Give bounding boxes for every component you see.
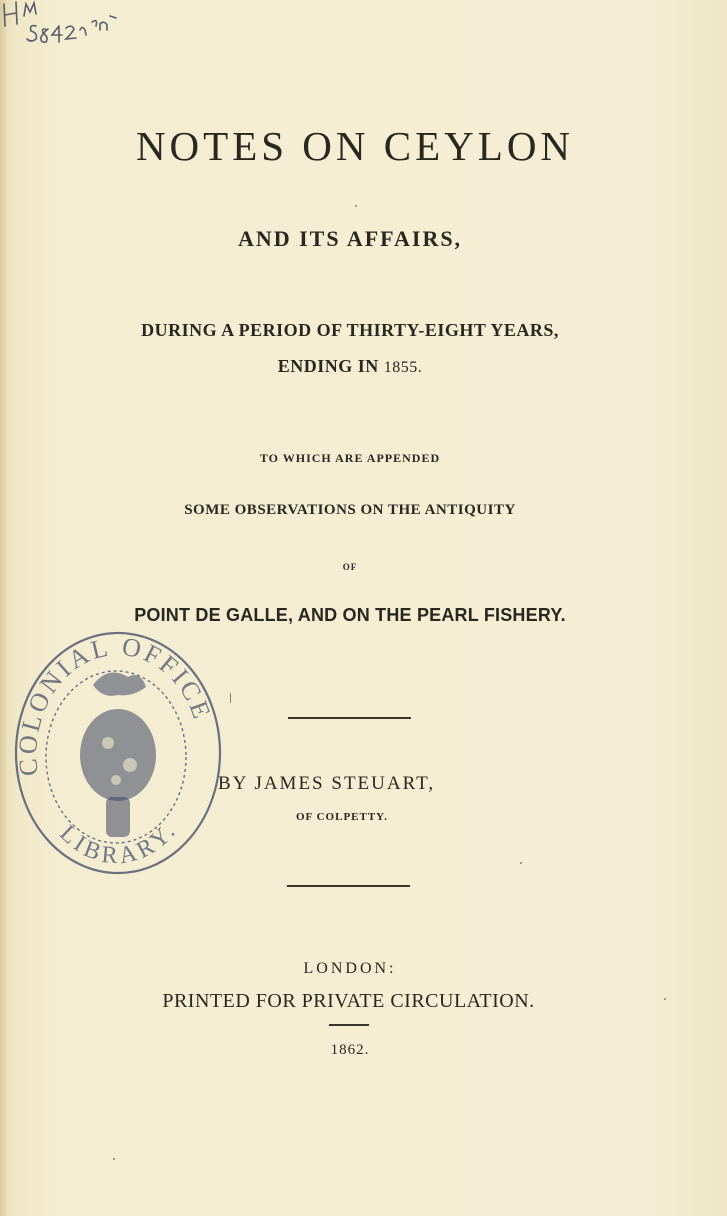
imprint-short-rule [329,1024,369,1026]
divider-rule-lower [287,885,410,887]
ink-speck [113,1158,115,1160]
author-place: OF COLPETTY. [296,811,388,823]
imprint-line: PRINTED FOR PRIVATE CIRCULATION. [162,990,535,1012]
book-subtitle: AND ITS AFFAIRS, [237,226,463,251]
author-line: BY JAMES STEUART, [218,773,436,794]
colonial-office-library-stamp [8,625,228,885]
ink-speck [520,862,522,864]
period-line-2 [0,356,700,377]
observations-line: SOME OBSERVATIONS ON THE ANTIQUITY [184,502,516,518]
period-year: 1855. [383,359,423,376]
galle-line: POINT DE GALLE, AND ON THE PEARL FISHERY. [134,605,566,625]
appended-line: TO WHICH ARE APPENDED [259,451,441,465]
pencil-shelfmark [0,0,160,60]
ink-speck [230,693,231,703]
ink-speck [664,998,666,1000]
divider-rule-upper [288,717,411,719]
book-title: NOTES ON CEYLON [135,123,575,169]
of-line: OF [342,562,358,572]
imprint-year: 1862. [330,1042,370,1058]
period-line-2-text: ENDING IN [277,356,379,376]
svg-text:COLONIAL OFFICE: COLONIAL OFFICE [12,631,218,778]
period-line-1: DURING A PERIOD OF THIRTY-EIGHT YEARS, [141,320,559,340]
ink-speck [355,205,357,207]
imprint-city: LONDON: [303,960,397,977]
svg-text:LIBRARY.: LIBRARY. [54,816,183,870]
